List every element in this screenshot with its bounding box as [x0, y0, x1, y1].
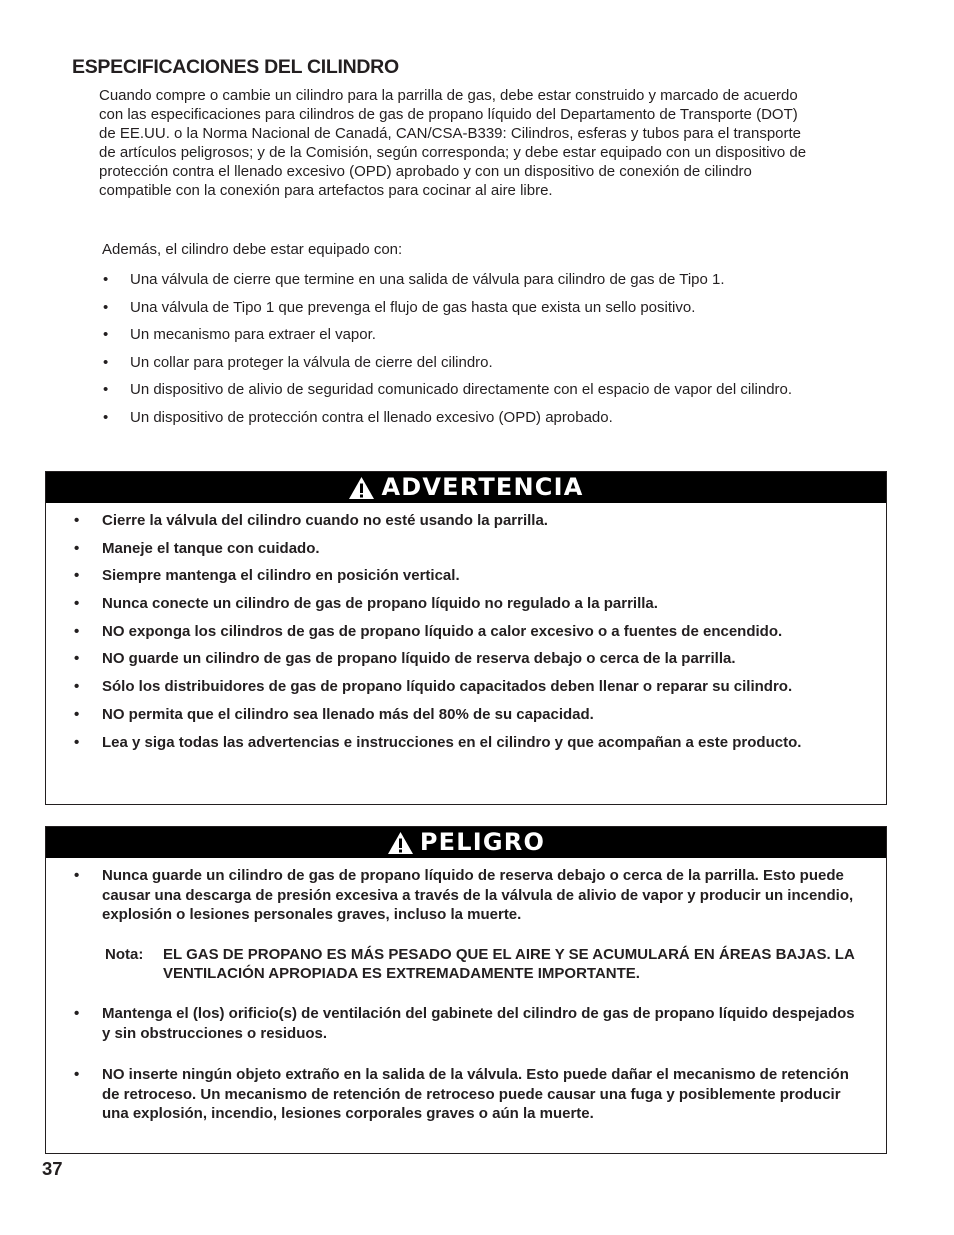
danger-box-title: PELIGRO: [419, 828, 546, 856]
bullet: •: [103, 298, 109, 316]
list-item: • Siempre mantenga el cilindro en posición vertical.: [74, 567, 460, 585]
requirements-list: [103, 271, 883, 437]
list-item: • Un mecanismo para extraer el vapor.: [103, 326, 376, 344]
list-item: • Un dispositivo de protección contra el llenado excesivo (OPD) aprobado.: [103, 408, 613, 426]
bullet: •: [74, 678, 80, 696]
danger-list: [46, 866, 866, 925]
danger-list: [46, 1004, 866, 1124]
list-item: • NO exponga los cilindros de gas de propano líquido a calor excesivo o a fuentes de encendido.: [74, 622, 783, 640]
bullet: •: [74, 705, 80, 723]
bullet: •: [74, 867, 80, 884]
bullet: •: [103, 271, 109, 288]
list-item: • Sólo los distribuidores de gas de propano líquido capacitados deben llenar o reparar su cilindro.: [74, 678, 793, 696]
page-number: 37: [42, 1158, 63, 1179]
list-item: • Un collar para proteger la válvula de cierre del cilindro.: [103, 353, 493, 371]
warning-box: [45, 471, 887, 805]
danger-box-header: [46, 827, 886, 858]
warning-list: [46, 511, 866, 760]
intro-paragraph: [99, 87, 869, 200]
list-item: • Nunca conecte un cilindro de gas de propano líquido no regulado a la parrilla.: [74, 595, 658, 613]
bullet: •: [103, 381, 109, 399]
intro-line: compatible con la conexión para artefactos para cocinar al aire libre.: [99, 181, 553, 199]
warning-triangle-icon: [348, 476, 375, 500]
danger-note: [46, 945, 866, 984]
list-item: • NO permita que el cilindro sea llenado más del 80% de su capacidad.: [74, 705, 594, 723]
bullet: •: [103, 408, 109, 426]
bullet: •: [74, 622, 80, 640]
bullet: •: [74, 567, 80, 585]
list-item: • Maneje el tanque con cuidado.: [74, 539, 320, 557]
bullet: •: [103, 353, 109, 371]
bullet: •: [103, 326, 109, 344]
bullet: •: [74, 512, 80, 529]
warning-box-title: ADVERTENCIA: [381, 473, 584, 501]
warning-triangle-icon: [387, 831, 414, 855]
warning-box-header: [46, 472, 886, 503]
list-item: • Nunca guarde un cilindro de gas de propano líquido de reserva debajo o cerca de la parrilla. Esto puede causar una descarga de presión excesiva a través de la válvula de alivio de vapor y producir un incendio, explosión o lesiones personales graves, incluso la muerte.: [74, 867, 854, 923]
intro-line: de artículos peligrosos; y de la Comisión, según corresponda; y debe estar equipado con un dispositivo de: [99, 143, 807, 161]
equipment-intro-text: Además, el cilindro debe estar equipado con:: [102, 241, 403, 258]
list-item: • NO inserte ningún objeto extraño en la salida de la válvula. Esto puede dañar el mecanismo de retención de retroceso. Un mecanismo de retención de retroceso puede causar una fuga y posiblemente producir una explosión, incendio, lesiones corporales graves o aún la muerte.: [74, 1066, 849, 1122]
list-item: • Una válvula de Tipo 1 que prevenga el flujo de gas hasta que exista un sello positivo.: [103, 298, 696, 316]
bullet: •: [74, 1005, 80, 1022]
bullet: •: [74, 733, 80, 751]
list-item: • Una válvula de cierre que termine en una salida de válvula para cilindro de gas de Tipo 1.: [103, 271, 725, 288]
bullet: •: [74, 1066, 80, 1083]
list-item: • Lea y siga todas las advertencias e instrucciones en el cilindro y que acompañan a este producto.: [74, 733, 802, 751]
section-title: ESPECIFICACIONES DEL CILINDRO: [72, 56, 399, 78]
bullet: •: [74, 539, 80, 557]
list-item: • Un dispositivo de alivio de seguridad comunicado directamente con el espacio de vapor del cilindro.: [103, 381, 793, 399]
list-item: • Cierre la válvula del cilindro cuando no esté usando la parrilla.: [74, 512, 548, 529]
intro-line: Cuando compre o cambie un cilindro para la parrilla de gas, debe estar construido y marcado de acuerdo: [99, 87, 798, 104]
danger-box: [45, 826, 887, 1154]
bullet: •: [74, 595, 80, 613]
intro-line: protección contra el llenado excesivo (OPD) aprobado y con un dispositivo de conexión de cilindro: [99, 162, 752, 180]
note-label: Nota:: [105, 945, 144, 963]
bullet: •: [74, 650, 80, 668]
intro-line: de EE.UU. o la Norma Nacional de Canadá, CAN/CSA-B339: Cilindros, esferas y tubos para el transporte: [99, 124, 802, 142]
note-text: EL GAS DE PROPANO ES MÁS PESADO QUE EL AIRE Y SE ACUMULARÁ EN ÁREAS BAJAS. LA VENTILACIÓN APROPIADA ES EXTREMADAMENTE IMPORTANTE.: [163, 945, 855, 982]
danger-content: [46, 866, 866, 1124]
intro-line: con las especificaciones para cilindros de gas de propano líquido del Departamento de Transporte (DOT): [99, 105, 798, 123]
list-item: • NO guarde un cilindro de gas de propano líquido de reserva debajo o cerca de la parrilla.: [74, 650, 736, 668]
list-item: • Mantenga el (los) orificio(s) de ventilación del gabinete del cilindro de gas de propano líquido despejados y sin obstrucciones o residuos.: [74, 1005, 855, 1042]
